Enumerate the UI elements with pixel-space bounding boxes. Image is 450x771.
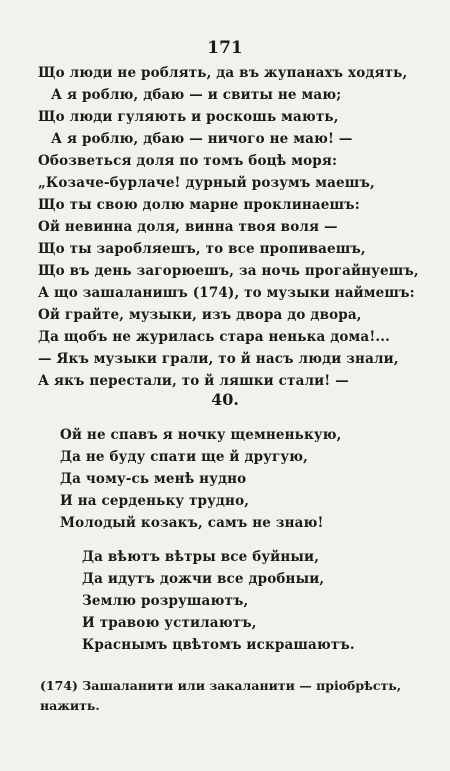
verse-line: И травою устилаютъ,: [82, 615, 257, 631]
verse-line: А що зашаланишъ (174), то музыки наймешъ:: [38, 285, 415, 301]
verse-line: Да чому-сь менѣ нудно: [60, 471, 247, 487]
verse-line: Да не буду спати ще й другую,: [60, 449, 309, 465]
poem-stanza-1: [38, 62, 419, 392]
footnote: [40, 676, 440, 716]
verse-line: И на серденьку трудно,: [60, 493, 250, 509]
footnote-line: нажить.: [40, 698, 100, 713]
page-number: 171: [207, 38, 243, 58]
verse-line: — Якъ музыки грали, то й насъ люди знали,: [38, 351, 399, 367]
verse-line: Ой невинна доля, винна твоя воля —: [38, 219, 338, 235]
verse-line: Ой грайте, музыки, изъ двора до двора,: [38, 307, 362, 323]
verse-line: Що люди не роблять, да въ жупанахъ ходять,: [38, 65, 408, 81]
verse-line: Да щобъ не журилась стара ненька дома!...: [38, 329, 390, 345]
verse-line: Да вѣютъ вѣтры все буйныи,: [82, 549, 320, 565]
verse-line: Що ты заробляешъ, то все пропиваешъ,: [38, 241, 366, 257]
verse-line: А якъ перестали, то й ляшки стали! —: [38, 373, 349, 389]
verse-line: А я роблю, дбаю — и свиты не маю;: [51, 87, 342, 103]
verse-line: Що въ день загорюешъ, за ночь прогайнуешъ,: [38, 263, 419, 279]
poem-stanza-2: [60, 424, 341, 534]
poem-stanza-3: [82, 546, 355, 656]
poem-number: 40.: [211, 390, 239, 409]
footnote-line: (174) Зашаланити или закаланити — прiобрѣсть,: [40, 678, 402, 693]
verse-line: Обозветься доля по томъ боцѣ моря:: [38, 153, 338, 169]
verse-line: Що люди гуляють и роскошь мають,: [38, 109, 339, 125]
verse-line: Ой не спавъ я ночку щемненькую,: [60, 427, 342, 443]
verse-line: Краснымъ цвѣтомъ искрашаютъ.: [82, 637, 355, 653]
verse-line: Молодый козакъ, самъ не знаю!: [60, 515, 324, 531]
verse-line: Да идутъ дожчи все дробныи,: [82, 571, 325, 587]
verse-line: Що ты свою долю марне проклинаешъ:: [38, 197, 360, 213]
verse-line: А я роблю, дбаю — ничого не маю! —: [51, 131, 353, 147]
verse-line: Землю розрушаютъ,: [82, 593, 249, 609]
verse-line: „Козаче-бурлаче! дурный розумъ маешъ,: [38, 175, 375, 191]
